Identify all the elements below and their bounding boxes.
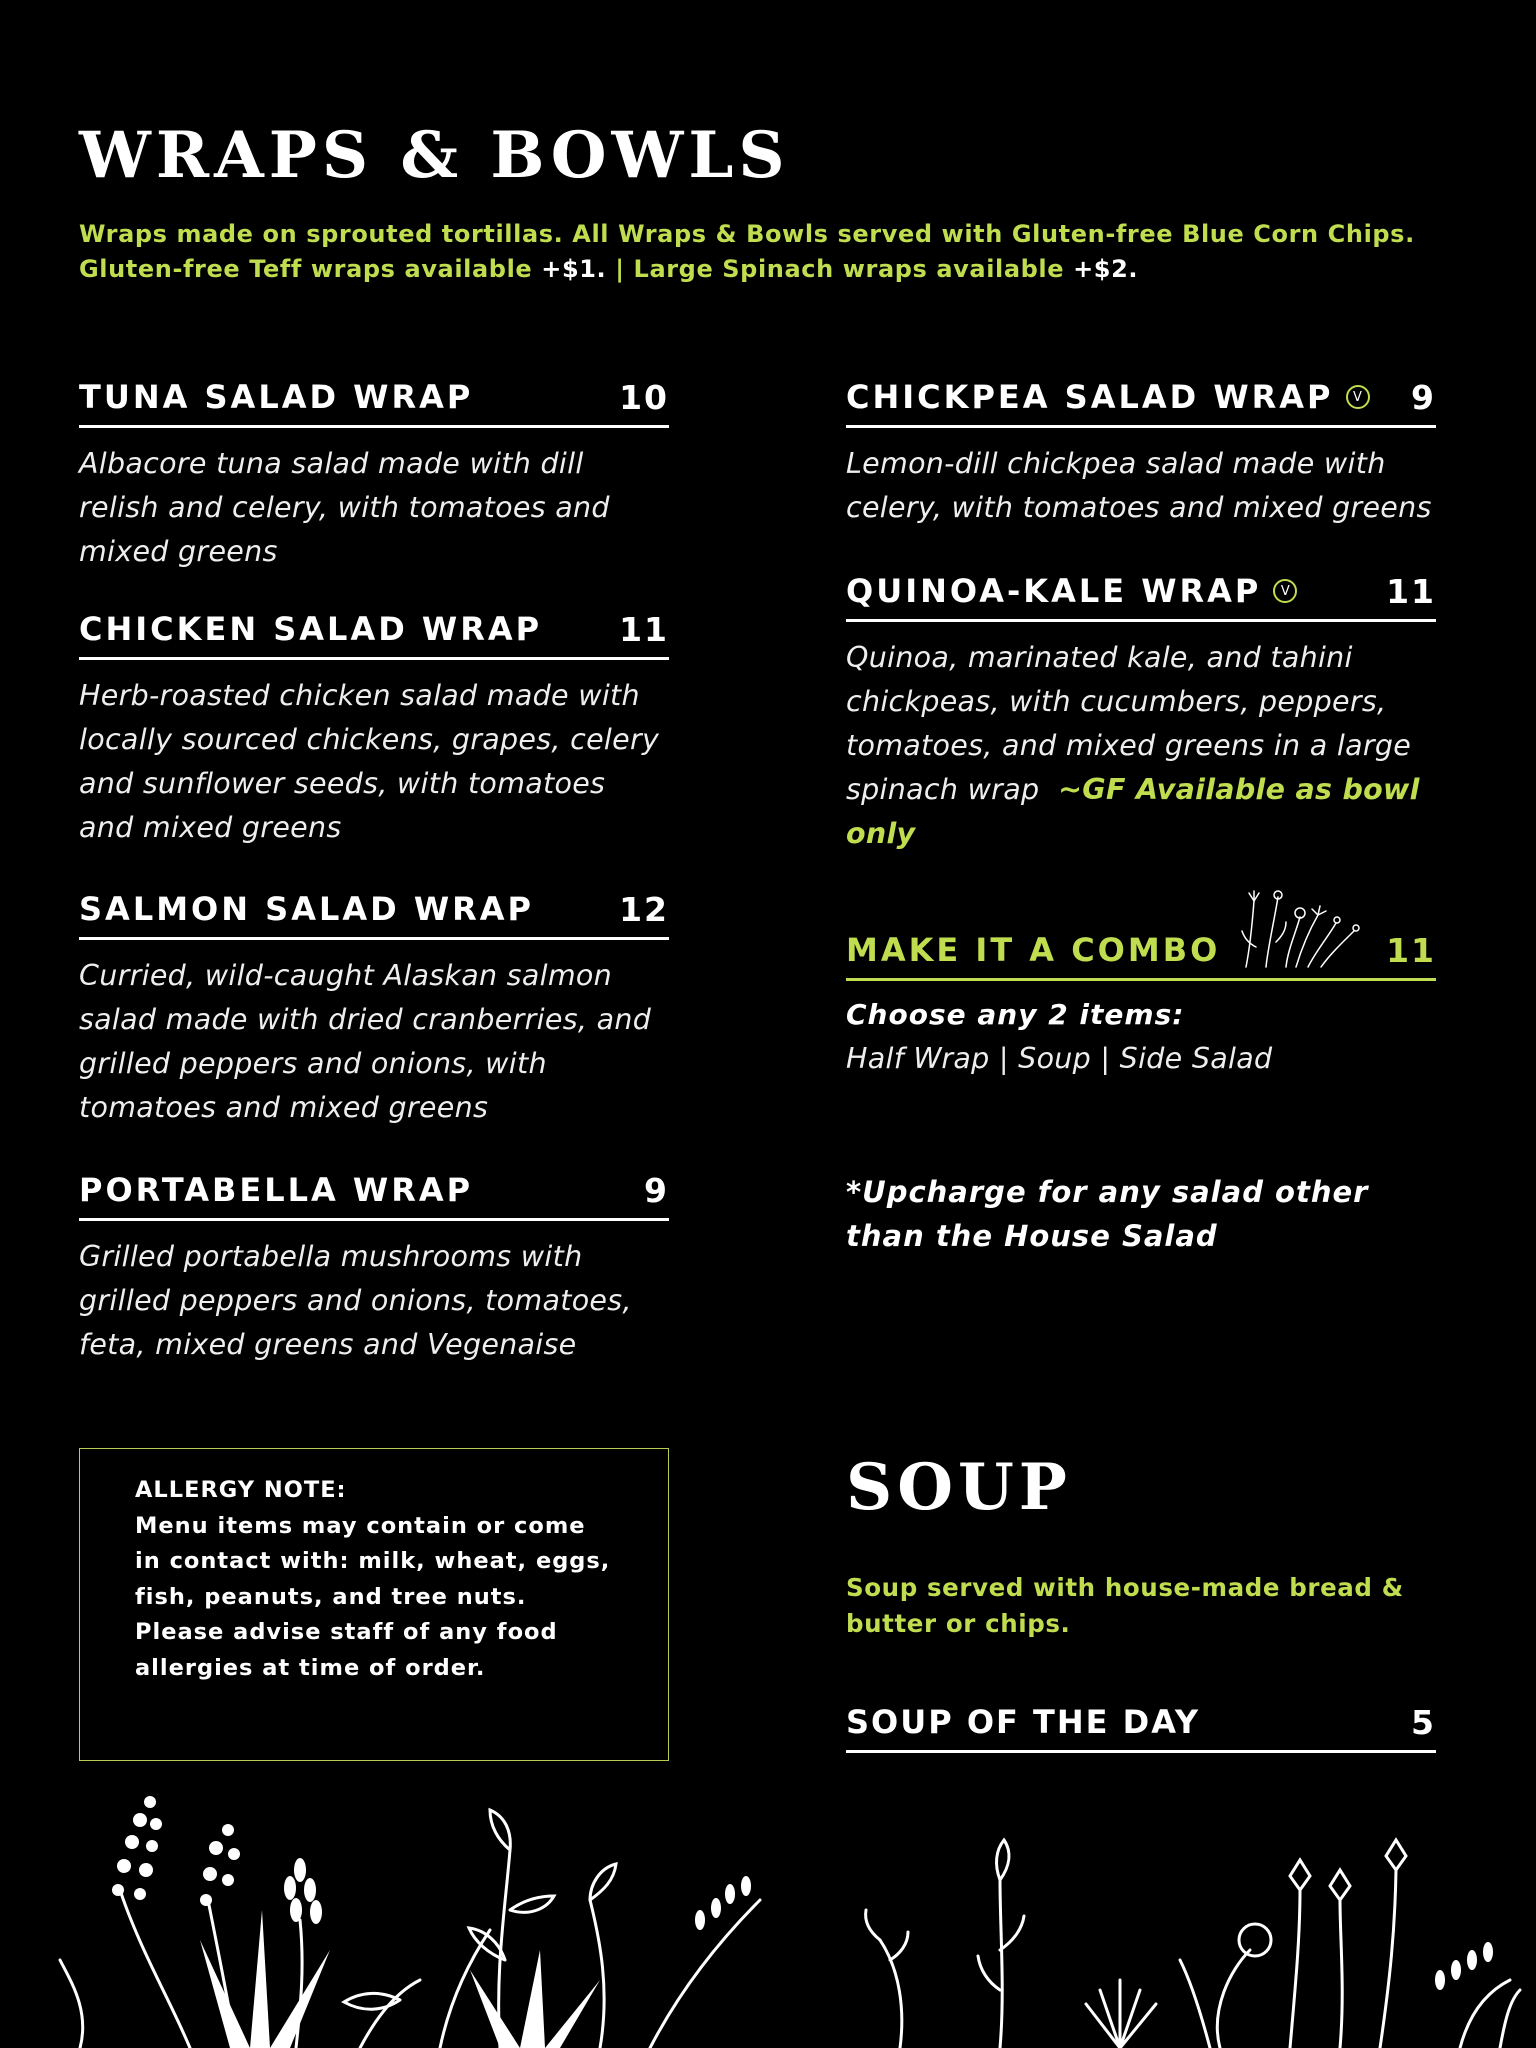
item-description: Lemon-dill chickpea salad made with celery, with tomatoes and mixed greens [846, 447, 1432, 524]
gf-note: ~GF Available as bowl only [846, 773, 1420, 850]
berry-stem-icon [112, 1796, 240, 1906]
combo-choose-label: Choose any 2 items: [846, 998, 1185, 1031]
item-price: 11 [619, 609, 669, 649]
vegan-icon: V [1346, 385, 1370, 409]
menu-item-salmon [79, 887, 669, 1130]
item-name: CHICKPEA SALAD WRAP [846, 378, 1334, 416]
menu-item-soup-of-the-day [846, 1700, 1436, 1753]
soup-intro: Soup served with house-made bread & butter or chips. [846, 1573, 1404, 1638]
menu-item-chicken [79, 607, 669, 850]
item-name: TUNA SALAD WRAP [79, 378, 474, 416]
item-description: Grilled portabella mushrooms with grilled peppers and onions, tomatoes, feta, mixed greens and Vegenaise [79, 1240, 632, 1361]
item-description-text: Quinoa, marinated kale, and tahini chickpeas, with cucumbers, peppers, tomatoes, and mixed greens in a large spinach wrap [846, 641, 1412, 806]
soup-section-title: SOUP [846, 1450, 1072, 1525]
menu-item-chickpea [846, 375, 1436, 530]
page-title: WRAPS & BOWLS [79, 118, 790, 193]
item-name: CHICKEN SALAD WRAP [79, 610, 543, 648]
vegan-icon: V [1273, 579, 1297, 603]
menu-item-quinoa-kale [846, 569, 1436, 856]
item-name: SALMON SALAD WRAP [79, 890, 534, 928]
item-price: 9 [1411, 377, 1436, 417]
menu-item-portabella [79, 1168, 669, 1367]
upcharge-note: *Upcharge for any salad other than the House Salad [846, 1175, 1369, 1253]
allergy-heading: ALLERGY NOTE: [135, 1477, 347, 1503]
combo-options: Half Wrap | Soup | Side Salad [846, 1042, 1273, 1075]
agave-leaves-icon [200, 1910, 600, 2048]
item-price: 5 [1411, 1702, 1436, 1742]
intro-teff-note: Gluten-free Teff wraps available [79, 255, 542, 283]
item-description: Herb-roasted chicken salad made with locally sourced chickens, grapes, celery and sunflower seeds, with tomatoes and mixed greens [79, 679, 660, 844]
intro-teff-price: +$1. [541, 255, 607, 283]
item-name: PORTABELLA WRAP [79, 1171, 474, 1209]
item-description: Curried, wild-caught Alaskan salmon salad made with dried cranberries, and grilled peppers and onions, with tomatoes and mixed greens [79, 959, 652, 1124]
combo-section [846, 928, 1436, 1081]
item-price: 11 [1386, 571, 1436, 611]
combo-price: 11 [1386, 930, 1436, 970]
intro-spinach-note: | Large Spinach wraps available [606, 255, 1074, 283]
item-description [846, 636, 1436, 856]
item-price: 12 [619, 889, 669, 929]
menu-intro [79, 217, 1479, 287]
menu-item-tuna [79, 375, 669, 574]
item-description: Albacore tuna salad made with dill relish and celery, with tomatoes and mixed greens [79, 447, 610, 568]
item-price: 10 [619, 377, 669, 417]
item-name: SOUP OF THE DAY [846, 1703, 1201, 1741]
intro-spinach-price: +$2. [1073, 255, 1139, 283]
botanical-illustration [0, 1790, 1536, 2048]
combo-title: MAKE IT A COMBO [846, 931, 1221, 969]
intro-line-1: Wraps made on sprouted tortillas. All Wraps & Bowls served with Gluten-free Blue Corn Chips. [79, 220, 1415, 248]
item-price: 9 [644, 1170, 669, 1210]
allergy-text: Menu items may contain or come in contact with: milk, wheat, eggs, fish, peanuts, and tree nuts. Please advise staff of any food allergies at time of order. [135, 1512, 611, 1681]
allergy-note-box [79, 1448, 669, 1761]
wildflower-sprig-icon [1236, 887, 1366, 969]
item-name: QUINOA-KALE WRAP [846, 572, 1262, 610]
combo-details [846, 993, 1436, 1081]
